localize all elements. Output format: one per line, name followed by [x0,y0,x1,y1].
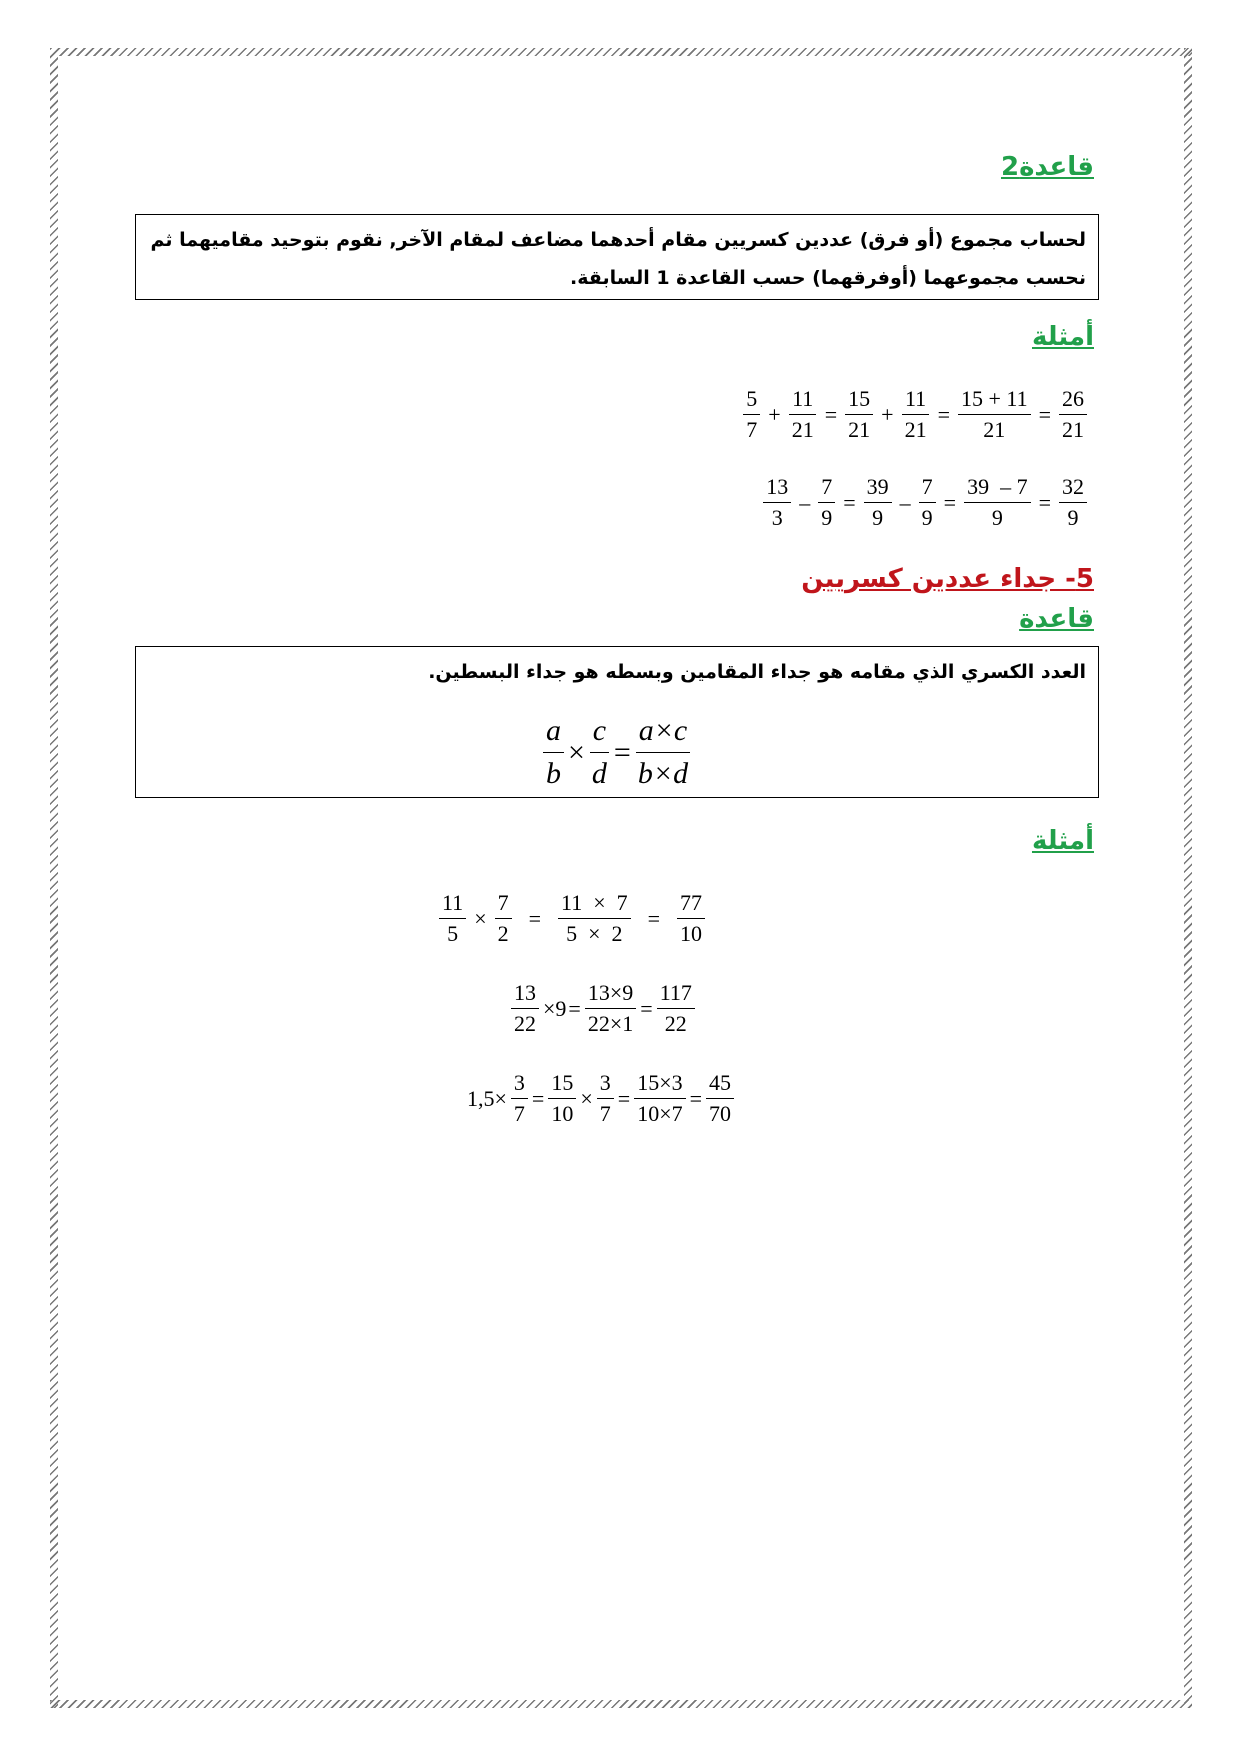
denominator: 21 [1062,417,1084,442]
numerator: 11 [439,890,466,919]
operator: = [617,1085,631,1111]
denominator: 10 [680,921,703,946]
denominator: 7 [513,1101,525,1126]
numerator: 11 × 7 [558,890,631,919]
denominator: 10 [551,1101,574,1126]
numerator: 7 [919,474,936,503]
operator: × [474,905,487,931]
fraction [543,712,564,793]
denominator: 3 [771,505,783,530]
denominator: b [546,757,561,790]
numerator: 26 [1059,386,1087,415]
rule-product-text: العدد الكسري الذي مقامه هو جداء المقامين وبسطه هو جداء البسطين. [428,661,1086,683]
fraction [634,1070,685,1127]
denominator: 9 [821,505,833,530]
page-border-left [50,48,58,1708]
numerator: 13×9 [585,980,636,1009]
numerator: 15 [548,1070,576,1099]
operator: = [1038,401,1051,427]
denominator: 22 [514,1011,536,1036]
fraction [902,386,930,443]
denominator: 21 [848,417,871,442]
operator: = [937,401,950,427]
numerator: 13 [511,980,539,1009]
rule2-heading: قاعدة2 [1000,152,1094,182]
operator: + [881,401,894,427]
operator: × [568,735,585,769]
examples2-heading: أمثلة [1031,826,1094,856]
product-formula [540,712,694,793]
operator: ×9 [543,995,567,1021]
operator: = [528,905,542,931]
denominator: 9 [872,505,884,530]
fraction [1059,386,1087,443]
denominator: 2 [497,921,509,946]
fraction [635,712,691,793]
numerator: 15 [845,386,873,415]
numerator: 11 [789,386,816,415]
operator: – [899,489,911,515]
numerator: 45 [706,1070,734,1099]
fraction [763,474,791,531]
fraction [511,1070,528,1127]
operator: × [580,1085,593,1111]
numerator: 15×3 [634,1070,685,1099]
denominator: 22×1 [587,1011,634,1036]
fraction [818,474,835,531]
operator: = [640,995,653,1021]
operator: = [568,995,581,1021]
fraction [964,474,1031,531]
operator: = [943,489,957,515]
fraction [864,474,892,531]
rule2-text-line2: نحسب مجموعهما (أوفرقهما) حسب القاعدة 1 السابقة. [570,267,1086,289]
fraction [958,386,1031,443]
section5-heading: 5- جداء عددين كسريين [801,564,1094,594]
fraction [919,474,936,531]
numerator: 11 [902,386,929,415]
numerator: a [543,712,564,753]
operator: = [843,489,856,515]
rule2-text-line1: لحساب مجموع (أو فرق) عددين كسريين مقام أحدهما مضاعف لمقام الآخر, نقوم بتوحيد مقاميهما ثم [150,229,1086,251]
operator: = [531,1085,545,1111]
numerator: c [590,712,609,753]
operator: = [647,905,661,931]
fraction [548,1070,576,1127]
numerator: 39 – 7 [964,474,1031,503]
fraction [495,890,512,947]
example2-row1 [436,890,708,947]
denominator: d [591,757,607,790]
fraction [558,890,631,947]
fraction [597,1070,614,1127]
example1-row2 [760,474,1090,531]
example1-row1 [740,386,1090,443]
denominator: 7 [746,417,758,442]
operator: = [613,735,631,769]
denominator: 21 [791,417,814,442]
fraction [743,386,760,443]
numerator: 3 [511,1070,528,1099]
fraction [589,712,610,793]
denominator: 21 [983,417,1006,442]
fraction [511,980,539,1037]
numerator: 7 [818,474,835,503]
denominator: 5 [447,921,459,946]
denominator: 70 [709,1101,732,1126]
examples1-heading: أمثلة [1031,322,1094,352]
fraction [706,1070,734,1127]
operator: = [1038,489,1051,515]
denominator: 9 [991,505,1003,530]
denominator: 22 [664,1011,687,1036]
page-border-bottom [50,1700,1192,1708]
denominator: 5 × 2 [566,921,623,946]
numerator: 7 [495,890,512,919]
numerator: 77 [677,890,705,919]
denominator: b×d [637,757,689,790]
page-border-right [1184,48,1192,1708]
example2-row3 [466,1070,737,1127]
fraction [789,386,817,443]
fraction [585,980,636,1037]
operator: = [689,1085,703,1111]
numerator: a×c [636,712,691,753]
section5-rule-heading: قاعدة [1019,604,1094,634]
denominator: 9 [1067,505,1079,530]
fraction [439,890,466,947]
numerator: 13 [763,474,791,503]
numerator: 32 [1059,474,1087,503]
page-border-top [50,48,1192,56]
rule2-box [135,214,1099,300]
numerator: 117 [657,980,695,1009]
operator: 1,5× [467,1085,507,1111]
denominator: 9 [921,505,933,530]
numerator: 5 [743,386,760,415]
fraction [1059,474,1087,531]
fraction [657,980,695,1037]
operator: – [799,489,811,515]
example2-row2 [508,980,698,1037]
operator: = [824,401,838,427]
denominator: 21 [904,417,927,442]
denominator: 10×7 [637,1101,683,1126]
denominator: 7 [599,1101,611,1126]
operator: + [768,401,781,427]
numerator: 15 + 11 [958,386,1031,415]
fraction [677,890,705,947]
fraction [845,386,873,443]
numerator: 39 [864,474,892,503]
numerator: 3 [597,1070,614,1099]
